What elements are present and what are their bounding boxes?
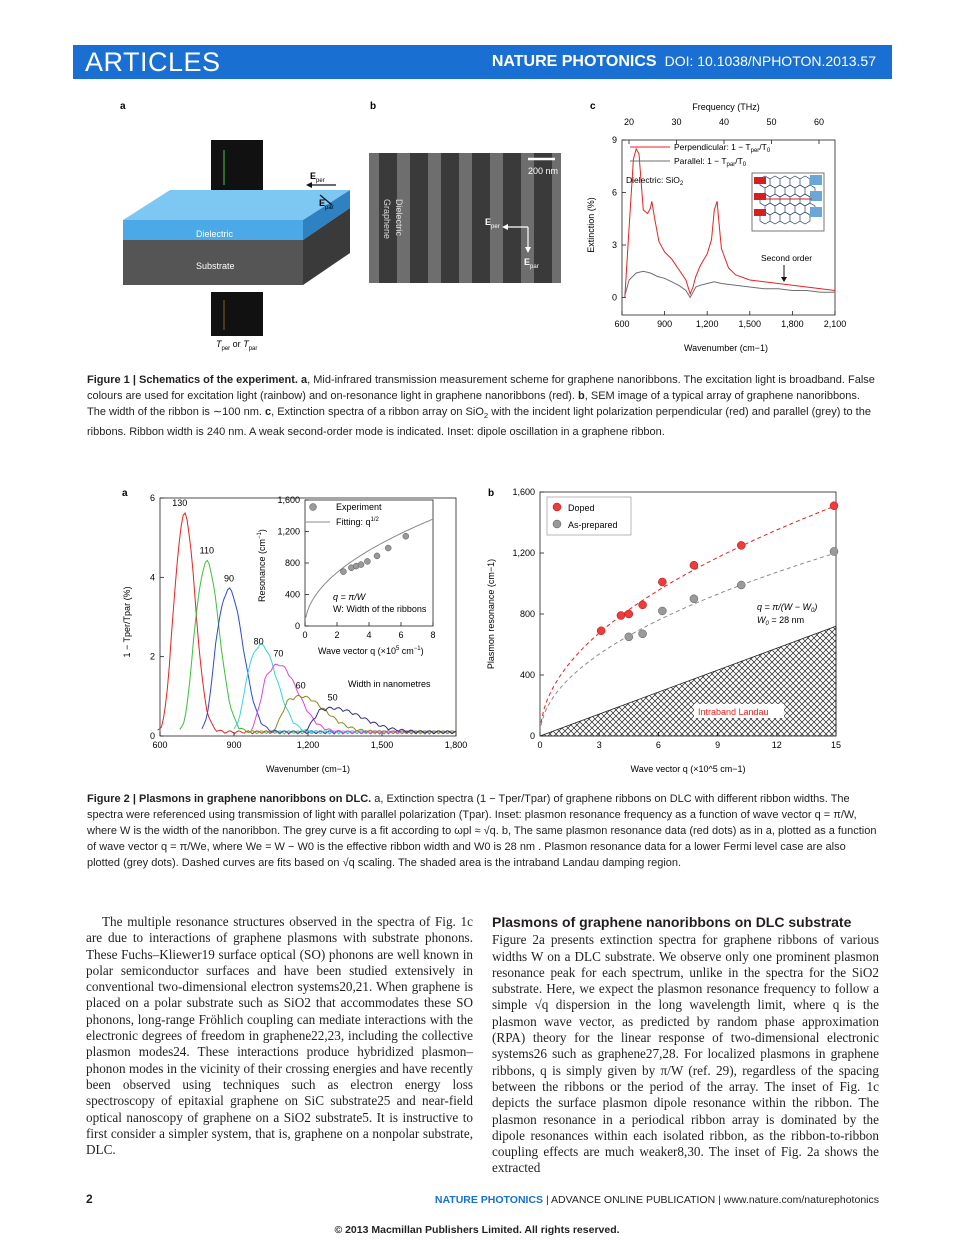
fig2a-xtick-label: 1,200: [296, 740, 320, 750]
doi: DOI: 10.1038/NPHOTON.2013.57: [664, 53, 876, 69]
fig1c-top-tick-label: 30: [671, 117, 682, 127]
fig2b-point-doped: [625, 610, 633, 618]
fig2b-ytick-label: 1,600: [512, 487, 535, 497]
fig1-a-letter: a: [120, 101, 126, 112]
fig2-caption-text: a, Extinction spectra (1 − Tper/Tpar) of graphene ribbons on DLC with different ribbon widths. The spectra were referenced using transmission of light with parallel polarization (Tpar). Inset: plasmon resonance frequency as a function of wave vector q = π/W, where W is the width of the nanoribbon. The grey curve is a fit according to ωpl ≈ √q. b, The same plasmon resonance data (red dots) as in a, plotted as a function of wave vector q = π/We, where We = W − W0 is the effective ribbon width and W0 is 28 nm . Plasmon resonance data for a lower Fermi level case are also plotted (grey dots). Dashed curves are fits based on √q scaling. The shaded area is the intraband Landau damping region.: [87, 793, 877, 869]
fig1-caption-1: a: [300, 374, 308, 386]
footer-journal: [435, 1194, 879, 1206]
fig2a-series-50: [306, 707, 456, 734]
fig1c-xlabel: Wavenumber (cm−1): [684, 343, 768, 353]
fig1-caption-2: , Mid-infrared transmission measurement scheme for graphene nanoribbons. The excitation light is broadband. False colours are used for excitation light (rainbow) and on-resonance light in graphene nanoribbons (red).: [87, 374, 875, 402]
e-par-label-a: $E_{par}$: [319, 198, 334, 211]
fig2b-xtick-label: 12: [771, 740, 782, 750]
fig2a-ytick-label: 4: [149, 572, 155, 583]
fig2-caption-title: Figure 2 | Plasmons in graphene nanoribbons on DLC.: [87, 793, 372, 805]
fig1-caption-5: c: [264, 406, 272, 418]
body-column-2: [492, 914, 879, 1177]
fig2a-frame: [160, 498, 456, 736]
section-title: ARTICLES: [85, 47, 221, 77]
detector-bottom: [211, 292, 263, 336]
fig2b-xtick-label: 6: [655, 740, 661, 750]
figure-1: [100, 95, 860, 360]
body-paragraph-1: The multiple resonance structures observed in the spectra of Fig. 1c are due to interactions of graphene plasmons with substrate phonons. These Fuchs–Kliewer19 surface optical (SO) phonons are well known in polar semiconductor surfaces and have been studied extensively in conventional two-dimensional electron systems20,21. When graphene is placed on a polar substrate such as SiO2 that accommodates these SO phonons, long-range Fröhlich coupling can mediate interactions with the electronic degrees of freedom in graphene22,23, including the collective plasmon modes24. These interactions produce hybridized plasmon–phonon modes in the vicinity of their crossing energies and have recently been observed using techniques such as electron energy loss spectroscopy of epitaxial graphene on SiC substrate25 and near-field optical nanoscopy of graphene on a SiO2 substrate5. It is instructive to first consider a simpler system, that is, graphene on a nonpolar substrate, DLC.: [86, 914, 473, 1158]
landau-label: Intraband Landau: [698, 707, 769, 717]
fig1-c-letter: c: [590, 101, 596, 112]
fig2b-point-as-prepared: [625, 633, 633, 641]
inset-data-point: [385, 545, 391, 551]
fig1-caption-3: b: [578, 390, 585, 402]
fig2a-xlabel: Wavenumber (cm−1): [266, 764, 350, 774]
fig1c-top-axis-label: Frequency (THz): [692, 102, 760, 112]
fig2b-legend-doped: Doped: [568, 503, 595, 513]
fig2b-point-doped: [597, 627, 605, 635]
inset-data-point: [358, 562, 364, 568]
fig2a-inset-xtick-label: 8: [430, 630, 436, 640]
fig2a-inset-xtick-label: 0: [302, 630, 308, 640]
fig2b-point-doped: [639, 601, 647, 609]
fig2a-series-label-90: 90: [224, 573, 235, 584]
fig2a-inset-ytick-label: 0: [294, 621, 300, 631]
fig2b-ylabel: Plasmon resonance (cm−1): [486, 558, 496, 670]
figure-2-caption: [87, 791, 877, 871]
fig1-b-letter: b: [370, 101, 377, 112]
fig2b-note-2: $W_0 = 28$ nm: [757, 615, 805, 627]
fig2b-ytick-label: 800: [519, 609, 535, 619]
fig2b-point-as-prepared: [639, 630, 647, 638]
fig2b-ytick-label: 0: [529, 731, 535, 741]
fig2-a-letter: a: [122, 488, 128, 499]
fig1c-ylabel: Extinction (%): [586, 197, 596, 253]
scale-bar-label: 200 nm: [528, 166, 559, 176]
fig1c-ytick-label: 6: [611, 187, 617, 198]
inset-legend-fit: Fitting: $q^{1/2}$: [336, 517, 379, 527]
fig1c-dielectric: Dielectric: SiO$_2$: [626, 175, 684, 187]
fig1c-ytick-label: 3: [611, 240, 617, 250]
fig2a-ytick-label: 2: [149, 651, 155, 662]
fig2a-inset-ytick-label: 1,600: [277, 495, 300, 505]
fig2a-xtick-label: 600: [152, 740, 168, 750]
fig2a-ytick-label: 0: [149, 731, 155, 741]
fig2a-inset-ytick-label: 800: [284, 558, 300, 568]
e-per-label-b: $E_{per}$: [485, 217, 500, 230]
fig2b-xtick-label: 15: [830, 740, 842, 750]
fig2b-xtick-label: 9: [715, 740, 721, 750]
fig1c-top-tick-label: 20: [623, 117, 635, 127]
fig2b-chart: [486, 487, 841, 774]
fig2b-point-doped: [617, 612, 625, 620]
fig2a-series-label-60: 60: [295, 680, 306, 691]
footer-rest: | ADVANCE ONLINE PUBLICATION | www.nature.com/naturephotonics: [543, 1194, 879, 1206]
fig1c-series-parallel: [625, 271, 835, 297]
fig1-caption-8: with the incident light polarization perpendicular (red) and parallel (grey) to the ribbons. Ribbon width is 240 nm. A weak second-order mode is indicated. Inset: dipole oscillation in a graphene ribbon.: [87, 406, 871, 439]
inset-fit-curve: [306, 519, 432, 617]
fig1c-legend-per: Perpendicular: $1 - T_{per}/T_0$: [674, 142, 771, 154]
inset-legend-exp: Experiment: [336, 502, 382, 512]
landau-region: [540, 626, 836, 736]
fig2b-ytick-label: 400: [519, 670, 535, 680]
inset-data-point: [374, 553, 380, 559]
fig2a-series-label-110: 110: [199, 545, 215, 556]
fig2a-inset-xtick-label: 6: [398, 630, 404, 640]
fig2b-xlabel: Wave vector q (×10^5 cm−1): [630, 764, 746, 774]
fig1c-legend-par: Parallel: $1 - T_{par}/T_0$: [674, 156, 747, 168]
inset-data-point: [403, 533, 409, 539]
e-per-label-a: $E_{per}$: [310, 171, 325, 184]
fig1c-xtick-label: 1,200: [695, 319, 719, 329]
fig2a-series-70: [251, 664, 454, 734]
fig1-caption-4: , SEM image of a typical array of graphene nanoribbons. The width of the ribbon is ∼100 nm.: [87, 390, 860, 418]
fig2b-point-doped: [737, 541, 745, 549]
section-heading: Plasmons of graphene nanoribbons on DLC substrate: [492, 914, 852, 930]
fig1c-xtick-label: 2,100: [823, 319, 847, 329]
fig2b-point-doped: [690, 561, 698, 569]
header-banner: [73, 45, 892, 79]
fig2a-xtick-label: 1,800: [444, 740, 468, 750]
fig1c-top-tick-label: 40: [718, 117, 730, 127]
e-par-label-b: $E_{par}$: [524, 257, 539, 270]
fig1c-top-tick-label: 60: [813, 117, 825, 127]
fig1c-xtick-label: 600: [614, 319, 630, 329]
copyright: © 2013 Macmillan Publishers Limited. All rights reserved.: [334, 1224, 620, 1236]
inset-note-2: W: Width of the ribbons: [333, 604, 427, 614]
fig2b-point-as-prepared: [690, 595, 698, 603]
journal-name: NATURE PHOTONICS: [491, 53, 657, 70]
fig2b-point-as-prepared: [830, 547, 838, 555]
fig2a-inset-xtick-label: 2: [334, 630, 340, 640]
detector-top: [211, 140, 263, 192]
fig2a-series-label-130: 130: [172, 497, 188, 508]
fig2b-point-as-prepared: [737, 581, 745, 589]
fig2a-inset-xtick-label: 4: [366, 630, 372, 640]
inset-data-point: [364, 558, 370, 564]
fig2a-ytick-label: 6: [149, 493, 155, 503]
fig2b-xtick-label: 3: [596, 740, 602, 750]
fig1c-xtick-label: 900: [657, 319, 673, 329]
inset-xlabel: Wave vector q ($\times 10^5$ $cm^{-1}$): [318, 646, 424, 656]
fig2b-point-doped: [830, 502, 838, 510]
journal-doi: [492, 53, 876, 71]
fig1c-xtick-label: 1,500: [738, 319, 762, 329]
fig2b-legend-asprep: As-prepared: [568, 520, 618, 530]
fig2b-point-as-prepared: [658, 607, 666, 615]
sem-dielectric-label: Dielectric: [394, 199, 404, 237]
fig2a-inset-ytick-label: 400: [284, 589, 300, 600]
figure-2: [100, 482, 860, 782]
fig2a-ylabel: 1 − Tper/Tpar (%): [122, 586, 132, 658]
body-paragraph-2: Figure 2a presents extinction spectra for graphene ribbons of various widths W on a DLC substrate. We observe only one prominent plasmon resonance peak for each spectrum, unlike in the spectra for the SiO2 substrate. Here, we expect the plasmon resonance frequency to follow a simple √q dispersion in the long wavelength limit, where q is the plasmon wave vector, as predicted by random phase approximation (RPA) theory for the linear response of two-dimensional electronic systems26 such as graphene27,28. For localized plasmons in graphene ribbons, q is simply given by π/W (ref. 29), regardless of the spacing between the ribbons or the period of the array. The inset of Fig. 1c depicts the surface plasmon dipole resonance within the ribbon. The plasmon resonance in a periodical ribbon array is dominated by the dipole resonances within each isolated ribbon, as the ribbon-to-ribbon coupling effects are much weaker8,30. The inset of Fig. 2a shows the extracted: [492, 932, 879, 1176]
fig2a-xtick-label: 1,500: [370, 740, 394, 750]
fig2a-xtick-label: 900: [226, 740, 242, 750]
inset-data-point: [340, 569, 346, 575]
fig2a-inset-ytick-label: 1,200: [277, 526, 300, 537]
inset-ylabel: Resonance $(cm^{-1})$: [257, 529, 267, 602]
fig1-caption-6: , Extinction spectra of a ribbon array on SiO: [271, 406, 484, 418]
fig2b-xtick-label: 0: [537, 740, 543, 750]
body-column-1: [86, 914, 473, 1158]
fig1c-ytick-label: 0: [611, 292, 617, 303]
fig2b-point-doped: [658, 578, 666, 586]
fig1-caption-title: Figure 1 | Schematics of the experiment.: [87, 374, 298, 386]
sem-graphene-label: Graphene: [382, 199, 392, 240]
fig1c-ytick-label: 9: [611, 135, 617, 145]
dipole-inset: [752, 173, 824, 231]
dielectric-label: Dielectric: [196, 229, 234, 239]
figure-1-caption: [87, 372, 877, 440]
fig1c-xtick-label: 1,800: [781, 319, 804, 329]
second-order-label: Second order: [761, 253, 813, 263]
fig2b-note-1: $q = \pi/(W - W_0)$: [757, 602, 818, 614]
inset-note-1: q = π/W: [333, 592, 366, 602]
fig2a-series-label-70: 70: [273, 648, 284, 659]
substrate-label: Substrate: [196, 261, 235, 271]
fig2a-series-label-80: 80: [253, 636, 264, 647]
width-title: Width in nanometres: [348, 679, 431, 689]
fig1-caption-7: 2: [483, 411, 489, 421]
t-label: $T_{per}$ or $T_{par}$: [216, 339, 258, 352]
fig2b-ytick-label: 1,200: [512, 548, 535, 558]
page-number: 2: [86, 1192, 93, 1206]
footer-journal-name: NATURE PHOTONICS: [434, 1194, 544, 1206]
fig2-b-letter: b: [488, 488, 495, 499]
fig1c-top-tick-label: 50: [766, 117, 777, 127]
fig2a-series-label-50: 50: [327, 692, 338, 703]
